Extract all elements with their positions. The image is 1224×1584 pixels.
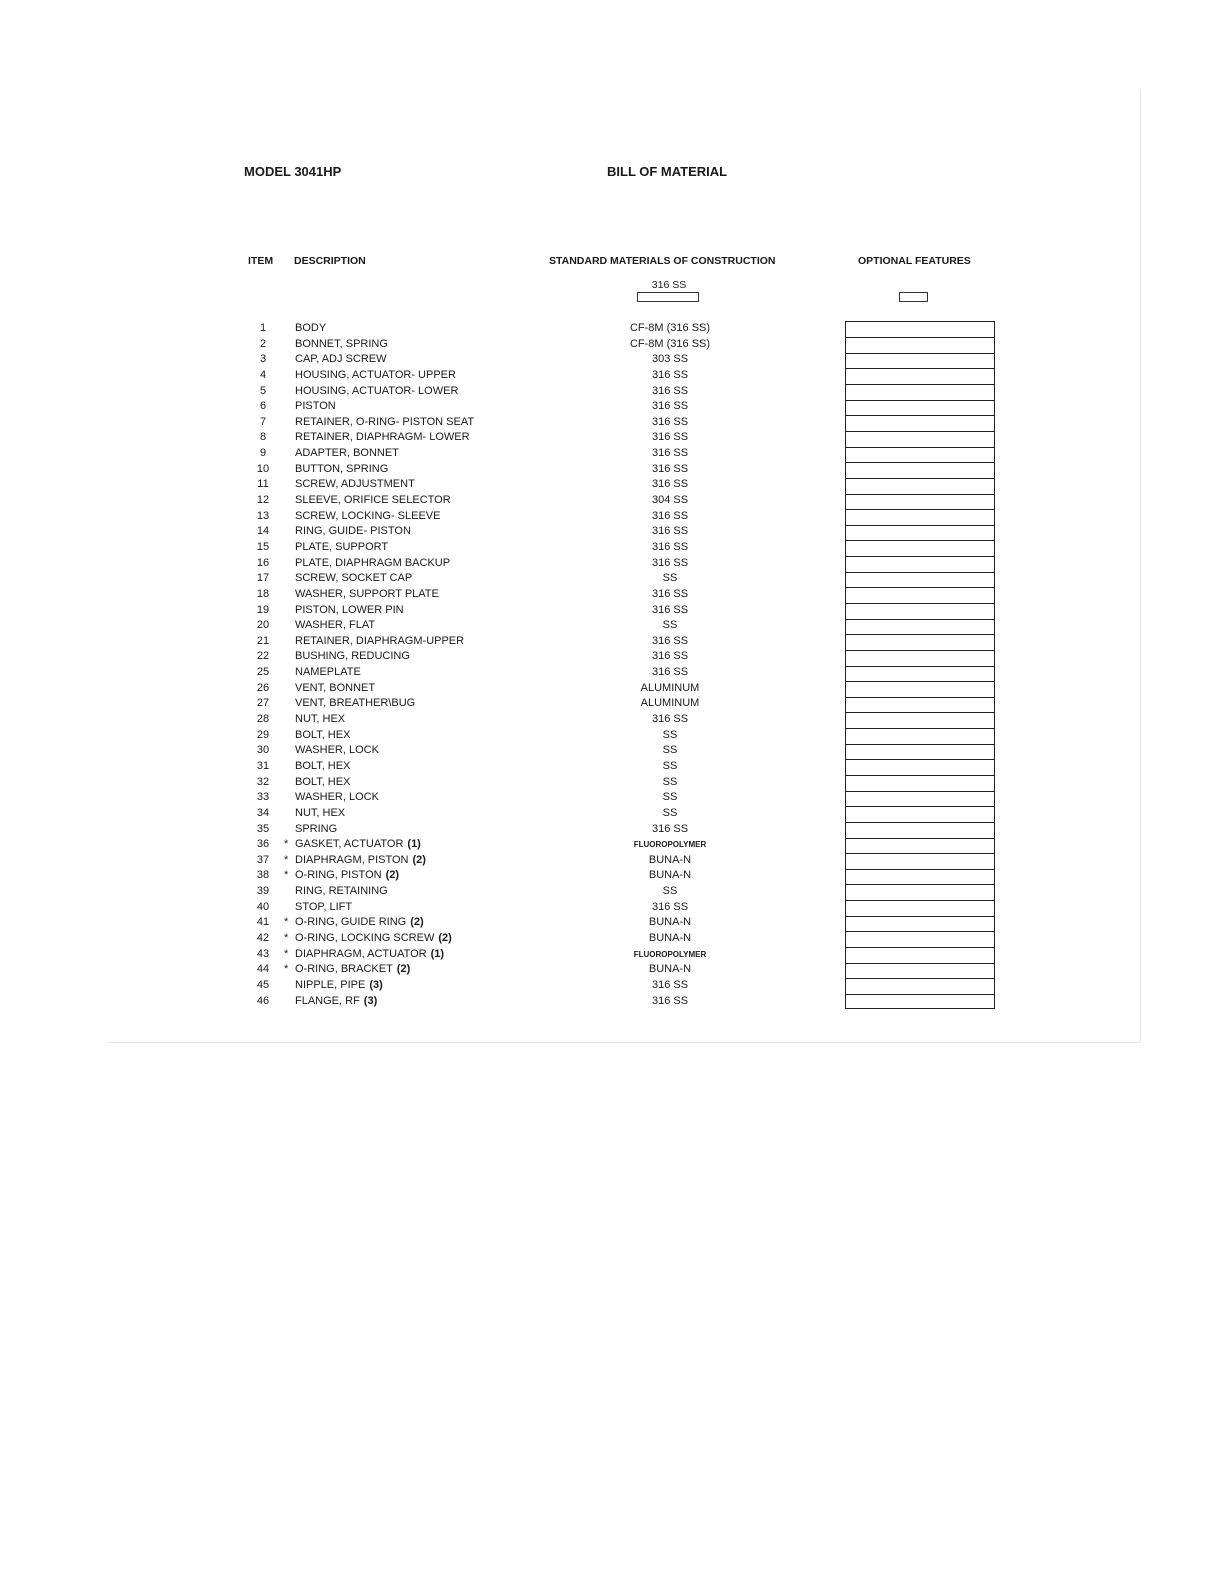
table-row	[0, 649, 1224, 665]
item-number: 4	[259, 368, 267, 381]
optional-feature-cell-divider	[846, 884, 994, 885]
material: SS	[662, 759, 678, 772]
material: BUNA-N	[648, 931, 692, 944]
material: 316 SS	[651, 634, 689, 647]
optional-feature-checkbox[interactable]	[899, 292, 928, 302]
part-description: SCREW, ADJUSTMENT	[295, 478, 415, 491]
material: CF-8M (316 SS)	[629, 337, 711, 350]
item-number: 22	[256, 650, 270, 663]
optional-feature-cell-divider	[846, 556, 994, 557]
spare-part-marker: *	[284, 931, 289, 944]
table-row	[0, 603, 1224, 619]
part-description: NUT, HEX	[295, 806, 346, 819]
table-row	[0, 837, 1224, 853]
part-description: GASKET, ACTUATOR	[295, 838, 404, 851]
optional-feature-cell-divider	[846, 978, 994, 979]
material: 316 SS	[651, 666, 689, 679]
table-row	[0, 399, 1224, 415]
optional-feature-cell-divider	[846, 931, 994, 932]
table-row	[0, 477, 1224, 493]
optional-feature-cell-divider	[846, 368, 994, 369]
optional-feature-cell-divider	[846, 712, 994, 713]
table-row	[0, 540, 1224, 556]
standard-material-checkbox[interactable]	[637, 292, 699, 302]
part-note: (3)	[369, 978, 383, 991]
spare-part-marker: *	[284, 838, 289, 851]
material: 316 SS	[651, 713, 689, 726]
item-number: 1	[259, 322, 267, 334]
part-description: CAP, ADJ SCREW	[295, 353, 387, 366]
part-description: ADAPTER, BONNET	[295, 447, 399, 460]
table-row	[0, 384, 1224, 400]
item-number: 18	[256, 587, 270, 600]
table-row	[0, 759, 1224, 775]
table-row	[0, 915, 1224, 931]
table-row	[0, 696, 1224, 712]
part-description: RETAINER, O-RING- PISTON SEAT	[295, 415, 475, 428]
material: BUNA-N	[648, 916, 692, 929]
material: SS	[662, 885, 678, 898]
material: SS	[662, 744, 678, 757]
material: 316 SS	[651, 509, 689, 522]
optional-feature-cell-divider	[846, 415, 994, 416]
material: 316 SS	[651, 650, 689, 663]
optional-feature-cell-divider	[846, 728, 994, 729]
column-header-description: DESCRIPTION	[294, 255, 366, 267]
part-description: RETAINER, DIAPHRAGM-UPPER	[295, 634, 465, 647]
part-note: (2)	[412, 853, 426, 866]
table-row	[0, 665, 1224, 681]
optional-feature-cell-divider	[846, 400, 994, 401]
item-number: 46	[256, 994, 270, 1007]
table-row	[0, 994, 1224, 1010]
table-row	[0, 446, 1224, 462]
item-number: 29	[256, 728, 270, 741]
item-number: 45	[256, 978, 270, 991]
material: 316 SS	[651, 822, 689, 835]
item-number: 14	[256, 525, 270, 538]
material: 316 SS	[651, 900, 689, 913]
part-note: (2)	[410, 916, 424, 929]
optional-feature-cell-divider	[846, 759, 994, 760]
part-description: BODY	[295, 322, 327, 334]
material: 304 SS	[651, 494, 689, 507]
optional-feature-cell-divider	[846, 619, 994, 620]
item-number: 10	[256, 462, 270, 475]
material: 316 SS	[651, 431, 689, 444]
part-description: RING, GUIDE- PISTON	[295, 525, 411, 538]
optional-feature-cell-divider	[846, 462, 994, 463]
table-row	[0, 947, 1224, 963]
item-number: 16	[256, 556, 270, 569]
part-description: NIPPLE, PIPE	[295, 978, 366, 991]
material: 316 SS	[651, 556, 689, 569]
table-row	[0, 587, 1224, 603]
item-number: 31	[256, 759, 270, 772]
part-description: PLATE, DIAPHRAGM BACKUP	[295, 556, 451, 569]
part-description: BONNET, SPRING	[295, 337, 388, 350]
item-number: 28	[256, 713, 270, 726]
material: 316 SS	[651, 994, 689, 1007]
material: 316 SS	[651, 462, 689, 475]
item-number: 19	[256, 603, 270, 616]
part-description: FLANGE, RF	[295, 994, 360, 1007]
spare-part-marker: *	[284, 869, 289, 882]
optional-feature-cell-divider	[846, 681, 994, 682]
material: SS	[662, 775, 678, 788]
part-description: WASHER, SUPPORT PLATE	[295, 587, 439, 600]
material: 316 SS	[651, 415, 689, 428]
part-description: SLEEVE, ORIFICE SELECTOR	[295, 494, 451, 507]
table-row	[0, 806, 1224, 822]
optional-feature-cell-divider	[846, 337, 994, 338]
table-row	[0, 524, 1224, 540]
part-description: DIAPHRAGM, ACTUATOR	[295, 947, 427, 960]
part-description: STOP, LIFT	[295, 900, 353, 913]
optional-feature-cell-divider	[846, 525, 994, 526]
part-description: PISTON	[295, 400, 336, 413]
table-row	[0, 368, 1224, 384]
table-row	[0, 415, 1224, 431]
part-description: PISTON, LOWER PIN	[295, 603, 404, 616]
material: 316 SS	[651, 368, 689, 381]
part-description: HOUSING, ACTUATOR- LOWER	[295, 384, 459, 397]
optional-feature-cell-divider	[846, 838, 994, 839]
item-number: 21	[256, 634, 270, 647]
table-row	[0, 321, 1224, 337]
material: SS	[662, 572, 678, 585]
table-row	[0, 775, 1224, 791]
item-number: 34	[256, 806, 270, 819]
table-row	[0, 462, 1224, 478]
part-description: PLATE, SUPPORT	[295, 540, 389, 553]
part-description: O-RING, PISTON	[295, 869, 382, 882]
material: 316 SS	[651, 540, 689, 553]
optional-feature-cell-divider	[846, 587, 994, 588]
part-description: HOUSING, ACTUATOR- UPPER	[295, 368, 456, 381]
optional-feature-cell-divider	[846, 775, 994, 776]
material: 316 SS	[651, 603, 689, 616]
material: SS	[662, 806, 678, 819]
part-description: BOLT, HEX	[295, 759, 351, 772]
table-row	[0, 931, 1224, 947]
part-description: WASHER, LOCK	[295, 791, 379, 804]
part-description: SCREW, SOCKET CAP	[295, 572, 413, 585]
part-note: (2)	[438, 931, 452, 944]
item-number: 32	[256, 775, 270, 788]
optional-feature-cell-divider	[846, 353, 994, 354]
material: CF-8M (316 SS)	[629, 322, 711, 334]
material: ALUMINUM	[640, 681, 700, 694]
part-description: WASHER, LOCK	[295, 744, 379, 757]
table-row	[0, 900, 1224, 916]
item-number: 17	[256, 572, 270, 585]
part-description: O-RING, BRACKET	[295, 963, 393, 976]
part-note: (3)	[363, 994, 378, 1007]
optional-feature-cell-divider	[846, 697, 994, 698]
item-number: 30	[256, 744, 270, 757]
material: 316 SS	[651, 587, 689, 600]
table-row	[0, 509, 1224, 525]
optional-feature-cell-divider	[846, 634, 994, 635]
table-row	[0, 728, 1224, 744]
table-row	[0, 430, 1224, 446]
column-header-optional-features: OPTIONAL FEATURES	[858, 255, 971, 267]
part-note: (2)	[396, 963, 411, 976]
optional-feature-cell-divider	[846, 791, 994, 792]
optional-feature-cell-divider	[846, 650, 994, 651]
item-number: 39	[256, 885, 270, 898]
table-row	[0, 681, 1224, 697]
part-description: DIAPHRAGM, PISTON	[295, 853, 409, 866]
material: BUNA-N	[648, 869, 692, 882]
spare-part-marker: *	[284, 916, 289, 929]
item-number: 2	[259, 337, 267, 350]
part-description: RING, RETAINING	[295, 885, 388, 898]
table-row	[0, 790, 1224, 806]
part-description: VENT, BONNET	[295, 681, 376, 694]
optional-feature-cell-divider	[846, 572, 994, 573]
item-number: 15	[256, 540, 270, 553]
optional-features-grid[interactable]	[845, 321, 995, 1009]
item-number: 36	[256, 838, 270, 851]
table-row	[0, 556, 1224, 572]
item-number: 37	[256, 853, 270, 866]
spare-part-marker: *	[284, 963, 289, 976]
item-number: 12	[256, 494, 270, 507]
table-row	[0, 884, 1224, 900]
item-number: 35	[256, 822, 270, 835]
optional-feature-cell-divider	[846, 603, 994, 604]
table-row	[0, 962, 1224, 978]
item-number: 42	[256, 931, 270, 944]
optional-feature-cell-divider	[846, 447, 994, 448]
table-row	[0, 618, 1224, 634]
table-row	[0, 493, 1224, 509]
material: SS	[662, 728, 678, 741]
table-row	[0, 571, 1224, 587]
material: 316 SS	[651, 447, 689, 460]
part-note: (2)	[385, 869, 400, 882]
material: 316 SS	[651, 525, 689, 538]
table-row	[0, 822, 1224, 838]
part-description: BUSHING, REDUCING	[295, 650, 410, 663]
optional-feature-cell-divider	[846, 431, 994, 432]
item-number: 9	[259, 447, 267, 460]
optional-feature-cell-divider	[846, 666, 994, 667]
item-number: 33	[256, 791, 270, 804]
item-number: 27	[256, 697, 270, 710]
material: 316 SS	[651, 384, 689, 397]
part-description: WASHER, FLAT	[295, 619, 376, 632]
optional-feature-cell-divider	[846, 509, 994, 510]
optional-feature-cell-divider	[846, 963, 994, 964]
item-number: 44	[256, 963, 270, 976]
material: SS	[662, 791, 678, 804]
item-number: 41	[256, 916, 270, 929]
optional-feature-cell-divider	[846, 916, 994, 917]
optional-feature-cell-divider	[846, 900, 994, 901]
material: ALUMINUM	[640, 697, 700, 710]
part-description: O-RING, GUIDE RING	[295, 916, 407, 929]
document-title: BILL OF MATERIAL	[607, 164, 728, 179]
optional-feature-cell-divider	[846, 806, 994, 807]
material: 316 SS	[651, 400, 689, 413]
table-row	[0, 978, 1224, 994]
optional-feature-cell-divider	[846, 947, 994, 948]
material: BUNA-N	[648, 853, 692, 866]
part-description: RETAINER, DIAPHRAGM- LOWER	[295, 431, 470, 444]
part-description: BUTTON, SPRING	[295, 462, 389, 475]
part-description: NAMEPLATE	[295, 666, 361, 679]
optional-feature-cell-divider	[846, 994, 994, 995]
part-description: VENT, BREATHER\BUG	[295, 697, 416, 710]
item-number: 3	[259, 353, 267, 366]
item-number: 20	[256, 619, 270, 632]
material: 316 SS	[651, 978, 689, 991]
optional-feature-cell-divider	[846, 822, 994, 823]
table-row	[0, 634, 1224, 650]
material: 303 SS	[651, 353, 689, 366]
spare-part-marker: *	[284, 947, 289, 960]
table-row	[0, 352, 1224, 368]
part-description: BOLT, HEX	[295, 728, 351, 741]
table-row	[0, 743, 1224, 759]
item-number: 7	[259, 415, 267, 428]
table-row	[0, 868, 1224, 884]
item-number: 6	[259, 400, 267, 413]
item-number: 43	[256, 947, 270, 960]
optional-feature-cell-divider	[846, 853, 994, 854]
part-description: O-RING, LOCKING SCREW	[295, 931, 435, 944]
table-row	[0, 712, 1224, 728]
model-number: MODEL 3041HP	[244, 164, 342, 179]
column-header-item: ITEM	[248, 255, 274, 267]
item-number: 38	[256, 869, 270, 882]
optional-feature-cell-divider	[846, 869, 994, 870]
table-row	[0, 337, 1224, 353]
item-number: 8	[259, 431, 267, 444]
optional-feature-cell-divider	[846, 540, 994, 541]
standard-material-option-label: 316 SS	[651, 279, 687, 291]
item-number: 13	[256, 509, 270, 522]
item-number: 25	[256, 666, 270, 679]
material: 316 SS	[651, 478, 689, 491]
part-note: (1)	[430, 947, 445, 960]
part-note: (1)	[407, 838, 421, 851]
bom-table	[0, 321, 1224, 1009]
material: FLUOROPOLYMER	[633, 840, 707, 850]
part-description: SPRING	[295, 822, 338, 835]
item-number: 26	[256, 681, 270, 694]
optional-feature-cell-divider	[846, 478, 994, 479]
item-number: 11	[257, 478, 269, 491]
part-description: SCREW, LOCKING- SLEEVE	[295, 509, 441, 522]
part-description: NUT, HEX	[295, 713, 346, 726]
material: SS	[662, 619, 678, 632]
optional-feature-cell-divider	[846, 384, 994, 385]
optional-feature-cell-divider	[846, 744, 994, 745]
item-number: 40	[256, 900, 270, 913]
spare-part-marker: *	[284, 853, 289, 866]
column-header-standard-materials: STANDARD MATERIALS OF CONSTRUCTION	[549, 255, 776, 267]
material: FLUOROPOLYMER	[633, 949, 707, 959]
material: BUNA-N	[648, 963, 692, 976]
table-row	[0, 853, 1224, 869]
part-description: BOLT, HEX	[295, 775, 351, 788]
optional-feature-cell-divider	[846, 494, 994, 495]
item-number: 5	[259, 384, 267, 397]
